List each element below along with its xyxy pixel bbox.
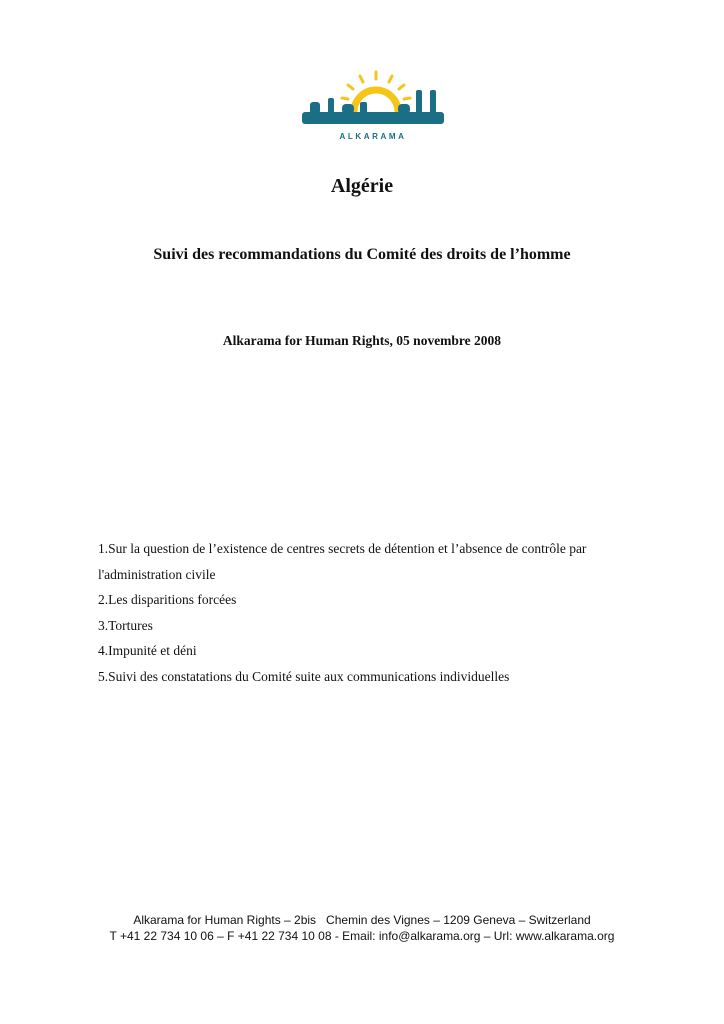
toc-item: 1.Sur la question de l’existence de centres secrets de détention et l’absence de contrôle par	[98, 541, 587, 556]
page-footer	[0, 912, 724, 944]
document-subtitle: Suivi des recommandations du Comité des droits de l’homme	[153, 246, 571, 263]
alkarama-logo	[298, 68, 448, 140]
toc-item: 2.Les disparitions forcées	[98, 592, 237, 607]
table-of-contents	[98, 536, 658, 689]
organization-date: Alkarama for Human Rights, 05 novembre 2008	[222, 333, 502, 348]
logo-wordmark: ALKARAMA	[339, 132, 407, 141]
toc-item: 3.Tortures	[98, 617, 153, 633]
footer-address: Alkarama for Human Rights – 2bis Chemin des Vignes – 1209 Geneva – Switzerland	[133, 913, 591, 927]
footer-contact: T +41 22 734 10 06 – F +41 22 734 10 08 - Email: info@alkarama.org – Url: www.alkarama.org	[109, 929, 615, 943]
document-title: Algérie	[330, 175, 394, 197]
toc-item: l'administration civile	[98, 566, 216, 582]
sun-logo-icon	[298, 68, 448, 132]
toc-item: 4.Impunité et déni	[98, 643, 197, 658]
toc-item: 5.Suivi des constatations du Comité suite aux communications individuelles	[98, 668, 510, 684]
